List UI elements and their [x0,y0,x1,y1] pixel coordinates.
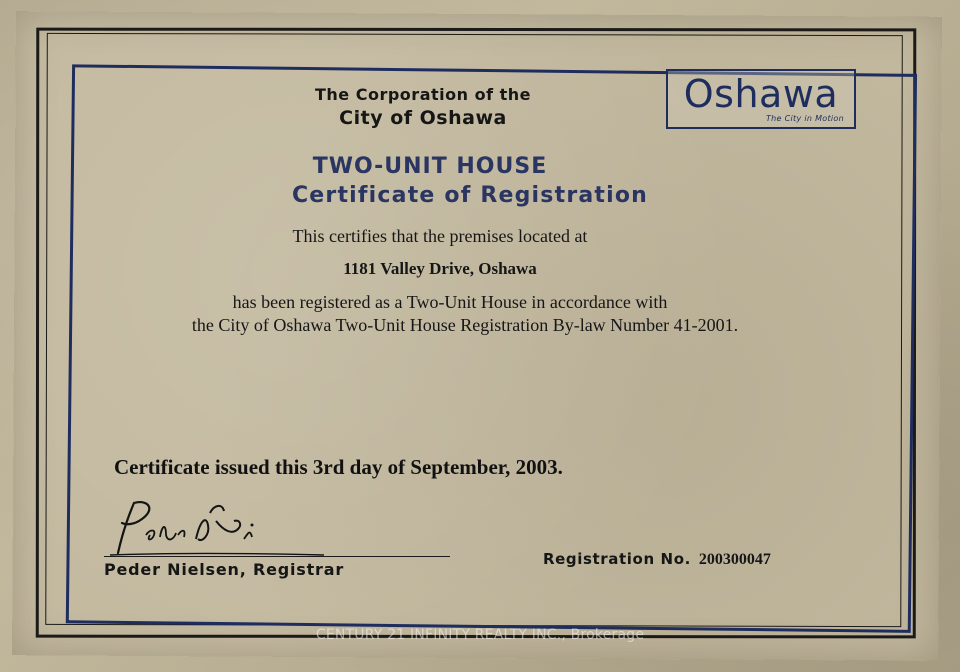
corporation-line-1: The Corporation of the [315,85,531,104]
brokerage-watermark: CENTURY 21 INFINITY REALTY INC., Brokerage [315,627,645,643]
logo-tagline: The City in Motion [765,114,844,123]
certifies-text: This certifies that the premises located at [292,226,588,246]
registration-label: Registration No. [543,550,691,568]
registration-number-block [543,549,771,569]
logo-wordmark: Oshawa [683,72,839,116]
issue-date-text: Certificate issued this 3rd day of September, 2003. [114,455,563,479]
certificate-title: TWO-UNIT HOUSE [312,154,548,179]
signature-line [104,556,450,557]
registration-number: 200300047 [698,551,771,568]
corporation-line-2: City of Oshawa [339,107,507,129]
registrar-signature [104,495,334,565]
oshawa-logo [666,69,856,129]
certificate-subtitle: Certificate of Registration [291,183,649,208]
registration-statement-line-2: the City of Oshawa Two-Unit House Registration By-law Number 41-2001. [191,315,739,335]
premises-address: 1181 Valley Drive, Oshawa [343,259,537,278]
registration-statement-line-1: has been registered as a Two-Unit House in accordance with [232,292,668,312]
registrar-name: Peder Nielsen, Registrar [104,560,345,579]
